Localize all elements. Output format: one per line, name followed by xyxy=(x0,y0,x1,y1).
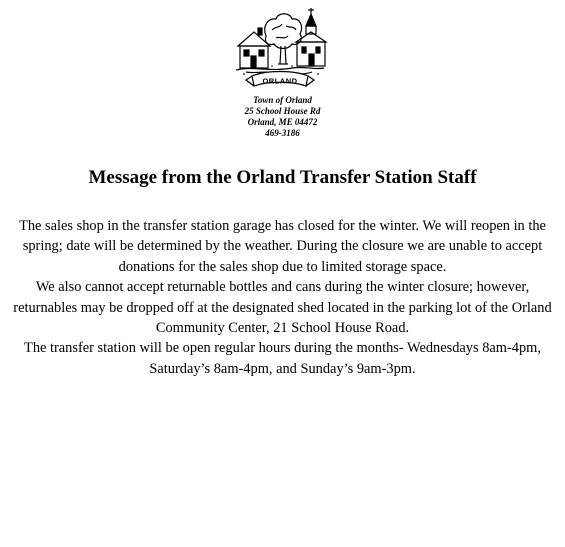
paragraph-sales-shop: The sales shop in the transfer station garage has closed for the winter. We will reopen in the spring; date will be determined by the weather. During the closure we are unable to accept donations for the sales shop due to limited storage space. xyxy=(19,218,546,275)
address-city-state-zip: Orland, ME 04472 xyxy=(247,117,318,127)
paragraph-hours: The transfer station will be open regular hours during the months- Wednesdays 8am-4pm, Saturday’s 8am-4pm, and Sunday’s 9am-3pm. xyxy=(24,340,541,377)
town-seal-drawing xyxy=(232,6,328,90)
address-phone: 469-3186 xyxy=(265,128,300,138)
address-street: 25 School House Rd xyxy=(244,106,321,116)
message-body xyxy=(3,216,562,379)
paragraph-returnables: We also cannot accept returnable bottles and cans during the winter closure; however, returnables may be dropped off at the designated shed located in the parking lot of the Orland Community Center, 21 School House Road. xyxy=(13,279,552,337)
town-seal-logo xyxy=(232,6,328,90)
address-town-name: Town of Orland xyxy=(253,95,312,105)
logo-banner-text: ORLAND xyxy=(262,76,298,86)
page-title: Message from the Orland Transfer Station Staff xyxy=(88,167,477,188)
town-address-block xyxy=(200,95,365,139)
